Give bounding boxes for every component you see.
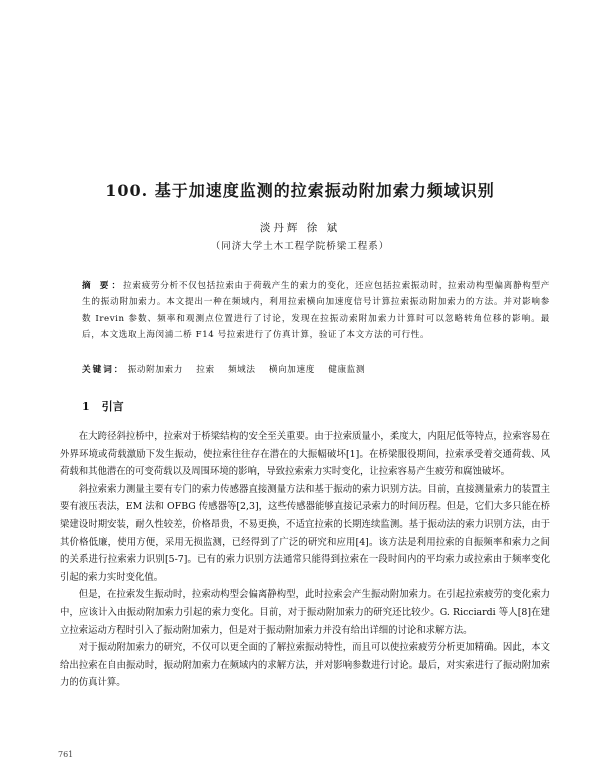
- keyword: 频域法: [227, 365, 256, 375]
- paragraph: 但是，在拉索发生振动时，拉索动构型会偏离静构型，此时拉索会产生振动附加索力。在引起拉索疲劳的变化索力中，应该计入由振动附加索力引起的索力变化。目前，对于振动附加索力的研究还比较少。G. Ricciardi 等人[8]在建立拉索运动方程时引入了振动附加索力，但是对于振动附加索力并没有给出详细的讨论和求解方法。: [60, 589, 550, 636]
- paragraph: 对于振动附加索力的研究，不仅可以更全面的了解拉索振动特性，而且可以使拉索疲劳分析更加精确。因此，本文给出拉索在自由振动时，振动附加索力在频域内的求解方法，并对影响参数进行讨论。最后，对实索进行了振动附加索力的仿真计算。: [60, 642, 550, 689]
- keyword: 健康监测: [328, 365, 366, 375]
- body-text: [60, 428, 550, 692]
- paragraph: 在大跨径斜拉桥中，拉索对于桥梁结构的安全至关重要。由于拉索质量小，柔度大，内阻尼低等特点，拉索容易在外界环境或荷载激励下发生振动，使拉索往往存在潜在的大振幅破坏[1]。在桥梁服役期间，拉索承受着交通荷载、风荷载和其他潜在的可变荷载以及周围环境的影响，导致拉索索力实时变化，让拉索容易产生疲劳和腐蚀破坏。: [60, 431, 550, 478]
- section-heading: [82, 398, 124, 414]
- abstract: [82, 278, 550, 344]
- section-number: 1: [82, 400, 90, 413]
- authors: 淡丹辉 徐 斌: [259, 222, 341, 234]
- keywords: [82, 363, 550, 375]
- section-title: 引言: [101, 400, 124, 413]
- affiliation: （同济大学土木工程学院桥梁工程系）: [210, 241, 390, 252]
- paragraph: 斜拉索索力测量主要有专门的索力传感器直接测量方法和基于振动的索力识别方法。目前，直接测量索力的装置主要有液压表法，EM 法和 OFBG 传感器等[2,3]，这些传感器能够直接记录索力的时间历程。但是，它们大多只能在桥梁建设时期安装，耐久性较差，价格昂贵，不易更换，不适宜拉索的长期连续监测。基于振动法的索力识别方法，由于其价格低廉，使用方便，采用无损监测，已经得到了广泛的研究和应用[4]。该方法是利用拉索的自振频率和索力之间的关系进行拉索索力识别[5-7]。已有的索力识别方法通常只能得到拉索在一段时间内的平均索力或拉索由于频率变化引起的索力实时变化值。: [60, 483, 550, 583]
- keyword: 振动附加索力: [127, 365, 183, 375]
- page-number: 761: [58, 750, 74, 759]
- abstract-text: 拉索疲劳分析不仅包括拉索由于荷载产生的索力的变化，还应包括拉索振动时，拉索动构型偏离静构型产生的振动附加索力。本文提出一种在频域内，利用拉索横向加速度信号计算拉索振动附加索力的方法。并对影响参数 Irevin 参数、频率和观测点位置进行了讨论，发现在拉振动索附加索力计算时可以忽略转角位移的影响。最后，本文选取上海闵浦二桥 F14 号拉索进行了仿真计算，验证了本文方法的可行性。: [82, 281, 550, 341]
- keywords-label: 关键词：: [82, 365, 125, 375]
- keyword: 拉索: [196, 365, 215, 375]
- paper-title: 100. 基于加速度监测的拉索振动附加索力频域识别: [105, 181, 495, 200]
- keyword: 横向加速度: [268, 365, 315, 375]
- abstract-label: 摘 要：: [82, 281, 124, 291]
